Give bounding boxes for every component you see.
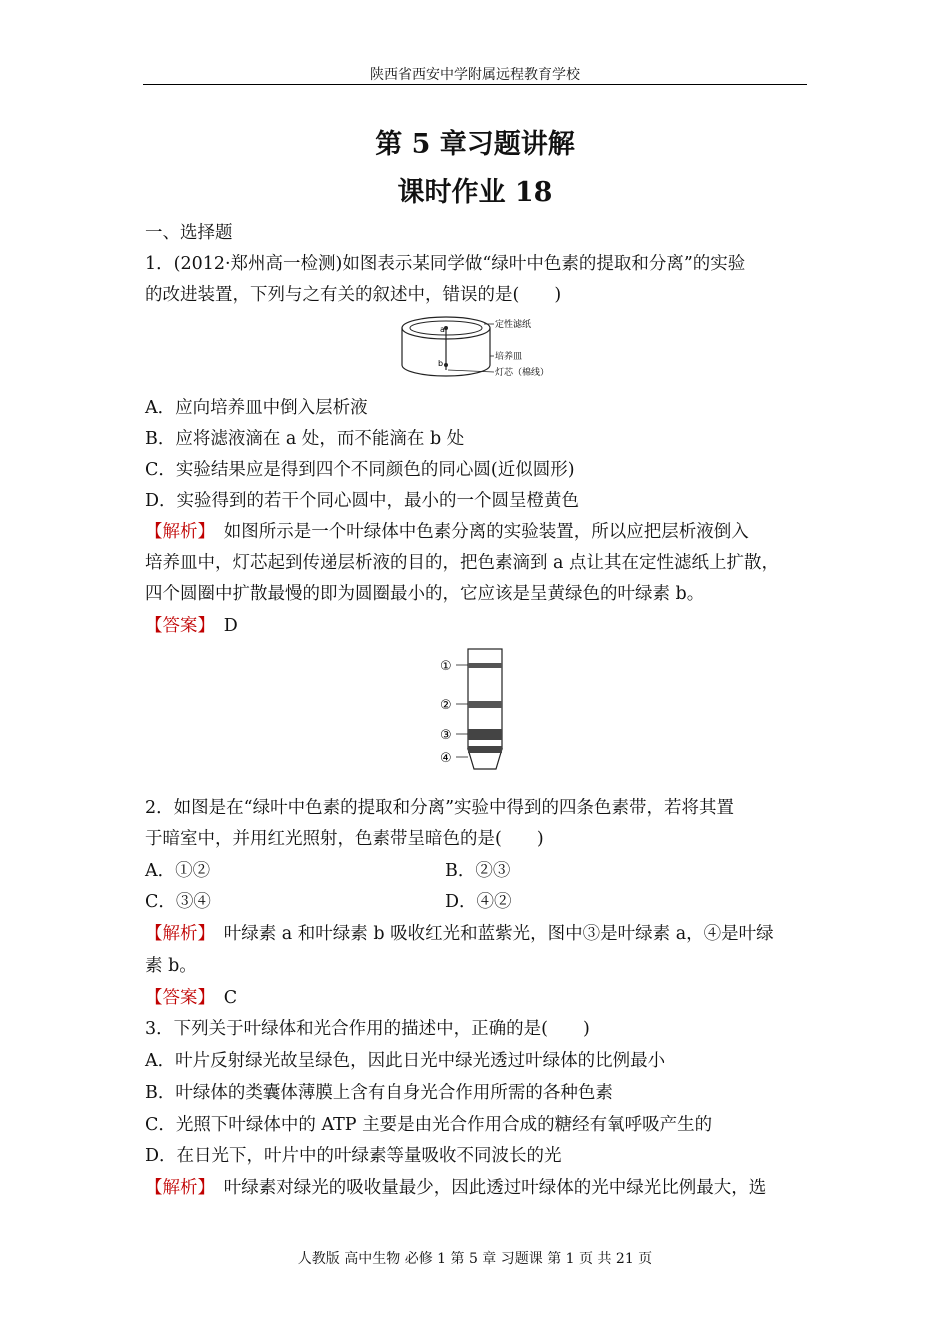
label-petri-dish: 培养皿 bbox=[495, 352, 523, 362]
label-b: b bbox=[438, 359, 444, 368]
q2-analysis-line1: 【解析】 叶绿素 a 和叶绿素 b 吸收红光和蓝紫光，图中③是叶绿素 a，④是叶绿 bbox=[145, 924, 774, 944]
chapter-title: 第 5 章习题讲解 bbox=[375, 129, 575, 160]
analysis-tag: 【解析】 bbox=[145, 924, 207, 944]
q3-option-b: B．叶绿体的类囊体薄膜上含有自身光合作用所需的各种色素 bbox=[145, 1083, 613, 1103]
q2-chromatography-strip bbox=[436, 645, 508, 775]
section-heading: 一、选择题 bbox=[145, 223, 233, 243]
q3-stem: 3．下列关于叶绿体和光合作用的描述中，正确的是( ) bbox=[145, 1019, 590, 1039]
header-rule bbox=[143, 84, 807, 85]
q1-option-d: D．实验得到的若干个同心圆中，最小的一个圆呈橙黄色 bbox=[145, 491, 580, 511]
q1-stem-line2: 的改进装置，下列与之有关的叙述中，错误的是( ) bbox=[145, 285, 562, 305]
answer-tag: 【答案】 bbox=[145, 988, 207, 1008]
q1-stem-line1: 1．(2012·郑州高一检测)如图表示某同学做“绿叶中色素的提取和分离”的实验 bbox=[145, 254, 746, 274]
q2-stem-line2: 于暗室中，并用红光照射，色素带呈暗色的是( ) bbox=[145, 829, 544, 849]
homework-title: 课时作业 18 bbox=[397, 177, 553, 208]
band-label-4: ④ bbox=[440, 751, 452, 766]
q2-answer: 【答案】 C bbox=[145, 988, 238, 1008]
q1-option-b: B．应将滤液滴在 a 处，而不能滴在 b 处 bbox=[145, 429, 465, 449]
page-footer: 人教版 高中生物 必修 1 第 5 章 习题课 第 1 页 共 21 页 bbox=[297, 1251, 653, 1267]
q2-option-a: A．①② bbox=[145, 861, 211, 881]
q2-analysis-line2: 素 b。 bbox=[145, 956, 197, 976]
q1-analysis-line2: 培养皿中，灯芯起到传递层析液的目的，把色素滴到 a 点让其在定性滤纸上扩散， bbox=[145, 553, 780, 573]
q1-answer: 【答案】 D bbox=[145, 616, 238, 636]
band-label-3: ③ bbox=[440, 728, 452, 743]
band-label-1: ① bbox=[440, 659, 452, 674]
q1-option-a: A．应向培养皿中倒入层析液 bbox=[145, 398, 368, 418]
q3-option-a: A．叶片反射绿光故呈绿色，因此日光中绿光透过叶绿体的比例最小 bbox=[145, 1051, 666, 1071]
q3-analysis-line1: 【解析】 叶绿素对绿光的吸收量最少，因此透过叶绿体的光中绿光比例最大，选 bbox=[145, 1178, 767, 1198]
analysis-tag: 【解析】 bbox=[145, 1178, 207, 1198]
band-label-2: ② bbox=[440, 698, 452, 713]
q3-option-d: D．在日光下，叶片中的叶绿素等量吸收不同波长的光 bbox=[145, 1146, 562, 1166]
answer-tag: 【答案】 bbox=[145, 616, 207, 636]
q2-option-c: C．③④ bbox=[145, 892, 211, 912]
label-a: a bbox=[440, 325, 445, 334]
q3-option-c: C．光照下叶绿体中的 ATP 主要是由光合作用合成的糖经有氧呼吸产生的 bbox=[145, 1115, 713, 1135]
label-wick: 灯芯（棉线） bbox=[495, 368, 550, 378]
q2-option-d: D．④② bbox=[445, 892, 512, 912]
q1-analysis-line1: 【解析】 如图所示是一个叶绿体中色素分离的实验装置，所以应把层析液倒入 bbox=[145, 522, 749, 542]
q1-analysis-line3: 四个圆圈中扩散最慢的即为圆圈最小的，它应该是呈黄绿色的叶绿素 b。 bbox=[145, 584, 705, 604]
q1-apparatus-figure bbox=[396, 312, 556, 384]
page-header: 陕西省西安中学附属远程教育学校 bbox=[370, 67, 580, 83]
q2-stem-line1: 2．如图是在“绿叶中色素的提取和分离”实验中得到的四条色素带，若将其置 bbox=[145, 798, 735, 818]
q2-option-b: B．②③ bbox=[445, 861, 511, 881]
label-filter-paper: 定性滤纸 bbox=[495, 320, 532, 330]
analysis-tag: 【解析】 bbox=[145, 522, 207, 542]
q1-option-c: C．实验结果应是得到四个不同颜色的同心圆(近似圆形) bbox=[145, 460, 575, 480]
